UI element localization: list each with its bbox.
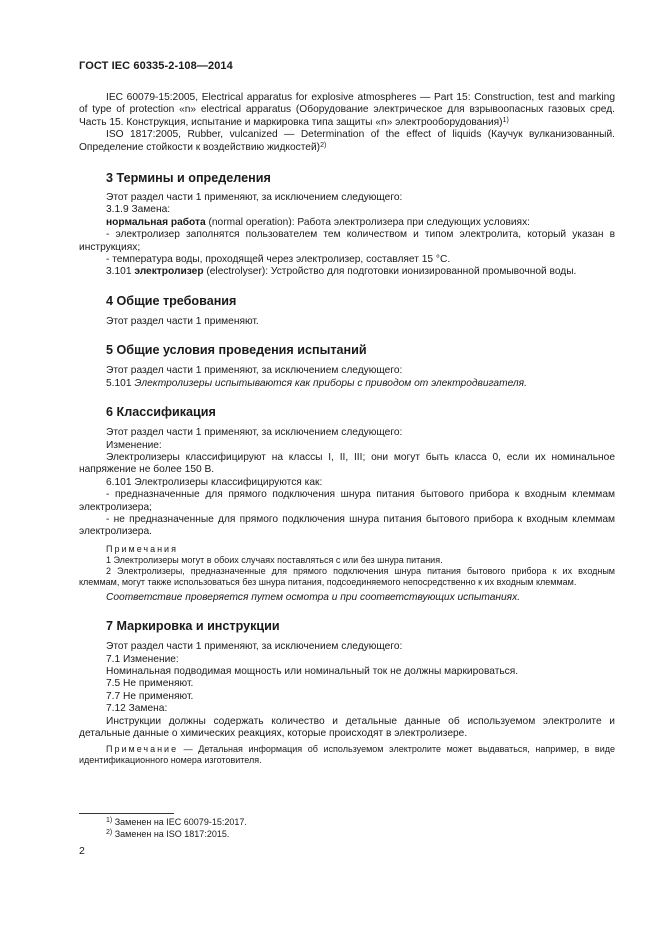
page-number: 2 (79, 845, 85, 857)
footnote-1: $^{1)}$ Заменен на IEC 60079-15:2017. (106, 817, 247, 827)
section-7-note: Примечание — Детальная информация об используемом электролите может выдаваться, например, в виде идентификационного номера изготовителя. (79, 744, 615, 766)
document-header: ГОСТ IEC 60335-2-108—2014 (79, 60, 233, 72)
reference-iso-1817: ISO 1817:2005, Rubber, vulcanized — Determination of the effect of liquids (Каучук вулканизованный. Определение стойкости к воздействию жидкостей)$^{2)}$ (79, 129, 615, 153)
footnote-ref-1: 1) (502, 116, 509, 124)
clause-7-5: 7.5 Не применяют. (106, 678, 194, 690)
section-6-classes: Электролизеры классифицируют на классы I, II, III; они могут быть класса 0, если их номинальное напряжение не более 150 В. (79, 451, 615, 476)
clause-6-101: 6.101 Электролизеры классифицируются как: (106, 476, 323, 488)
reference-iec-60079: IEC 60079-15:2005, Electrical apparatus for explosive atmospheres — Part 15: Construction, test and marking of type of protection «n» electrical apparatus (Оборудование электрическое для взрывоопасных газовых сред. Часть 15. Конструкция, испытание и маркировка типа защиты «n» электрооборудования)$^{1)}$ (79, 92, 615, 128)
footnote-divider (79, 813, 174, 814)
clause-5-101: 5.101 Электролизеры испытываются как приборы с приводом от электродвигателя. (106, 377, 527, 389)
clause-7-1: 7.1 Изменение: (106, 653, 179, 665)
section-6-title: 6 Классификация (106, 405, 216, 420)
footnote-ref-2: 2) (320, 141, 327, 149)
section-4-title: 4 Общие требования (106, 293, 237, 308)
list-item: - температура воды, проходящей через электролизер, составляет 15 °С. (106, 254, 451, 266)
list-item: - электролизер заполнятся пользователем тем количеством и типом электролита, который указан в инструкциях; (79, 229, 615, 253)
term-electrolyser: 3.101 электролизер (electrolyser): Устройство для подготовки ионизированной промывочной воды. (106, 266, 577, 278)
clause-7-12: 7.12 Замена: (106, 703, 168, 715)
section-5-intro: Этот раздел части 1 применяют, за исключением следующего: (106, 365, 403, 377)
section-6-change: Изменение: (106, 439, 162, 451)
section-3-intro: Этот раздел части 1 применяют, за исключением следующего: (106, 192, 403, 204)
section-3-title: 3 Термины и определения (106, 171, 271, 186)
section-5-title: 5 Общие условия проведения испытаний (106, 343, 367, 358)
clause-7-12-text: Инструкции должны содержать количество и детальные данные об используемом электролите и детальные данные о химических реакциях, которые происходят в электролизере. (79, 715, 615, 739)
clause-3-1-9: 3.1.9 Замена: (106, 204, 171, 216)
list-item: - предназначенные для прямого подключения шнура питания бытового прибора к входным клеммам электролизера; (79, 489, 615, 513)
section-7-intro: Этот раздел части 1 применяют, за исключением следующего: (106, 641, 403, 653)
note-2: 2 Электролизеры, предназначенные для прямого подключения шнура питания бытового прибора к их входным клеммам, могут также использоваться без шнура питания, подсоединяемого непосредственно к их входным клеммам. (79, 565, 615, 587)
section-7-title: 7 Маркировка и инструкции (106, 619, 280, 634)
compliance-statement: Соответствие проверяется путем осмотра и при соответствующих испытаниях. (106, 591, 521, 603)
section-4-text: Этот раздел части 1 применяют. (106, 315, 259, 327)
page-content (79, 92, 615, 766)
section-6-intro: Этот раздел части 1 применяют, за исключением следующего: (106, 427, 403, 439)
list-item: - не предназначенные для прямого подключения шнура питания бытового прибора к входным клеммам электролизера. (79, 513, 615, 538)
clause-7-1-text: Номинальная подводимая мощность или номинальный ток не должны маркироваться. (106, 665, 519, 677)
term-normal-operation: нормальная работа (normal operation): Работа электролизера при следующих условиях: (106, 216, 530, 228)
clause-7-7: 7.7 Не применяют. (106, 690, 194, 702)
notes-heading: Примечания (106, 543, 178, 554)
footnote-2: $^{2)}$ Заменен на ISO 1817:2015. (106, 829, 230, 839)
note-1: 1 Электролизеры могут в обоих случаях поставляться с или без шнура питания. (106, 554, 443, 565)
